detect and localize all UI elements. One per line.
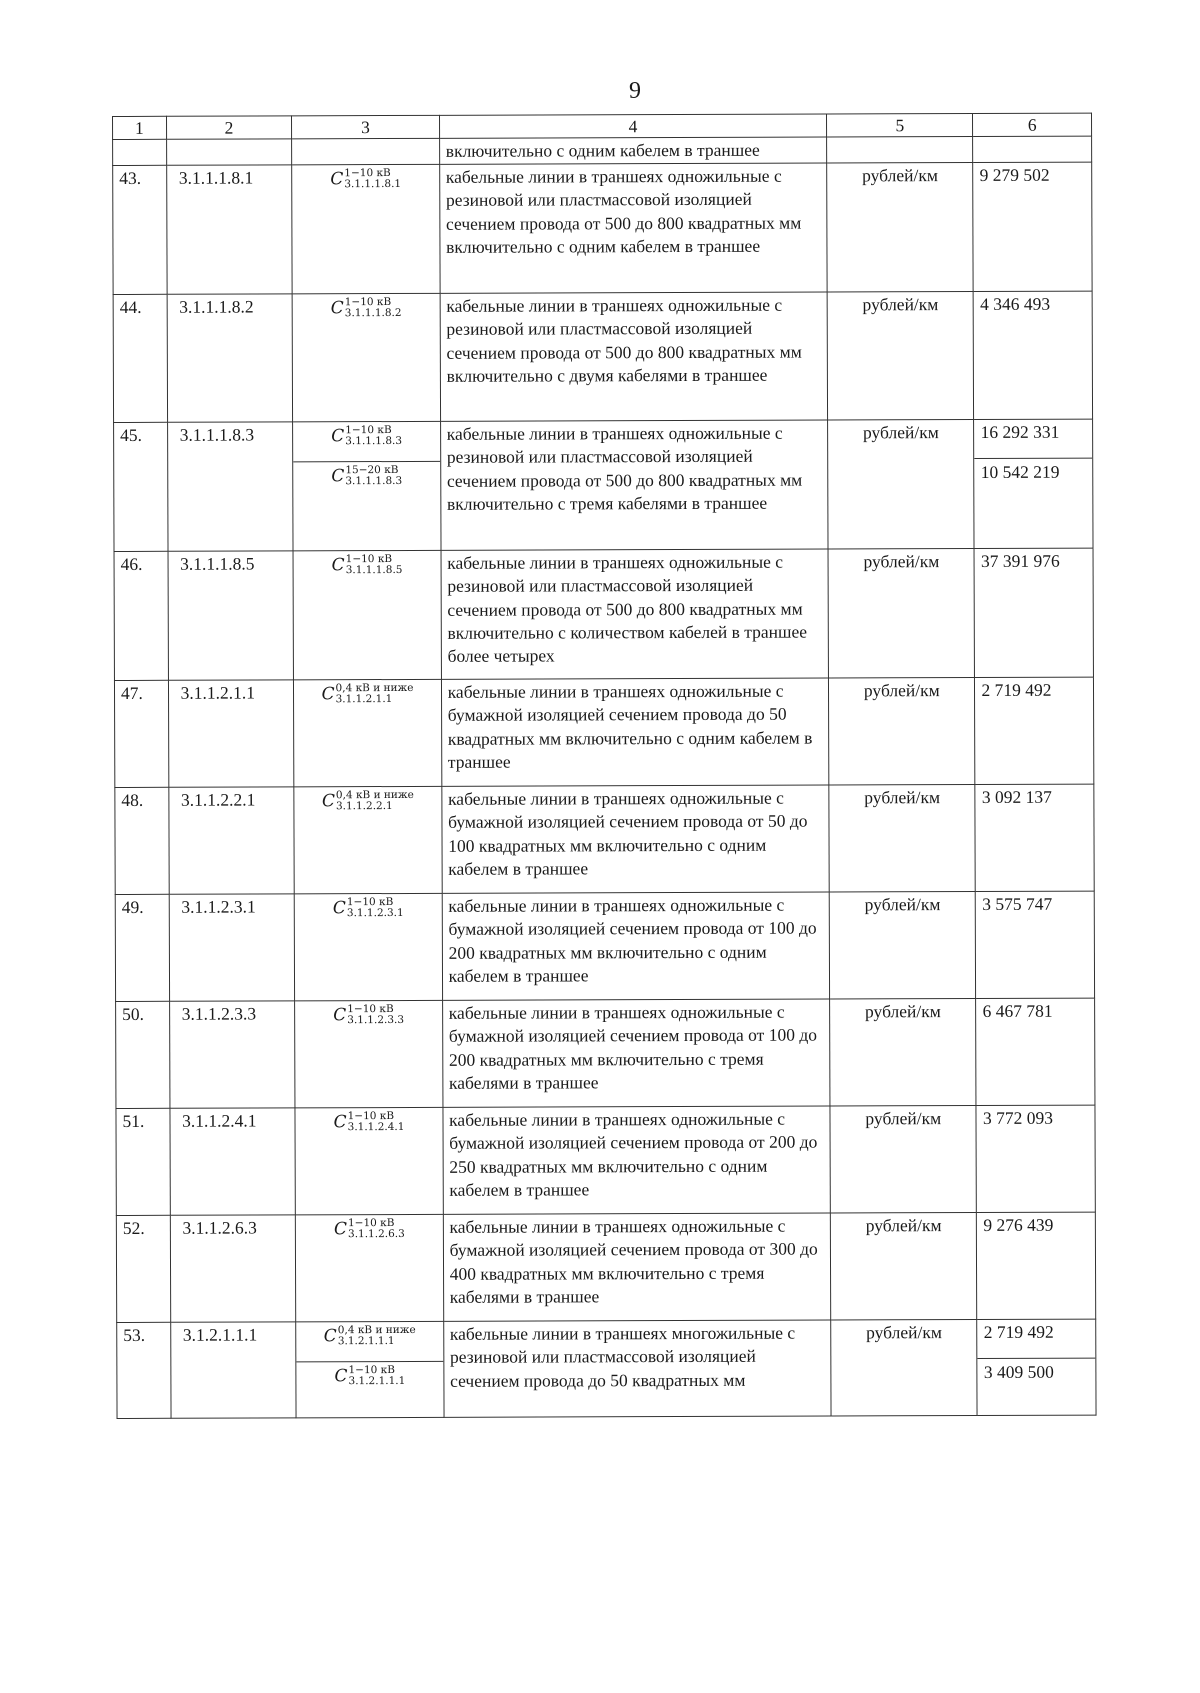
symbol-subscript: 3.1.1.1.8.2 bbox=[344, 306, 402, 319]
tariff-value: 6 467 781 bbox=[982, 1000, 1053, 1022]
value-cell bbox=[976, 891, 1095, 998]
value-cell bbox=[974, 548, 1093, 677]
value-cell bbox=[973, 162, 1092, 291]
column-header: 2 bbox=[166, 116, 292, 139]
symbol-subscript: 3.1.1.2.2.1 bbox=[335, 799, 393, 812]
symbol-subscript: 3.1.1.2.6.3 bbox=[347, 1227, 405, 1240]
tariff-symbol bbox=[295, 296, 437, 320]
page-number: 9 bbox=[629, 78, 641, 104]
tariff-symbol bbox=[297, 1361, 443, 1388]
unit-cell: рублей/км bbox=[828, 420, 975, 550]
value-cell bbox=[976, 1105, 1095, 1212]
tariff-table bbox=[112, 113, 1097, 1420]
description-cell: включительно с одним кабелем в траншее bbox=[439, 137, 827, 165]
column-header: 3 bbox=[292, 115, 439, 139]
tariff-value: 10 542 219 bbox=[975, 458, 1093, 485]
description-cell: кабельные линии в траншеях одножильные с бумажной изоляцией сечением провода от 300 до 400 квадратных мм включительно с тремя кабелями в траншее bbox=[443, 1213, 831, 1321]
tariff-value: 2 719 492 bbox=[983, 1321, 1054, 1343]
unit-cell: рублей/км bbox=[830, 1106, 977, 1214]
value-cell bbox=[975, 784, 1094, 891]
tariff-value: 3 092 137 bbox=[981, 786, 1052, 808]
description-cell: кабельные линии в траншеях одножильные с резиновой или пластмассовой изоляцией сечением провода от 500 до 800 квадратных мм включительно с одним кабелем в траншее bbox=[439, 163, 827, 293]
tariff-value: 4 346 493 bbox=[980, 293, 1051, 315]
symbol-subscript: 3.1.1.2.3.3 bbox=[347, 1013, 405, 1026]
symbol-superscript: 1−10 кВ bbox=[345, 424, 392, 437]
symbol-base: C bbox=[330, 169, 344, 190]
symbol-superscript: 1−10 кВ bbox=[346, 896, 394, 909]
symbol-base: C bbox=[331, 466, 345, 487]
symbol-base: C bbox=[331, 555, 345, 576]
row-number-cell: 50. bbox=[116, 1002, 170, 1109]
symbol-subscript: 3.1.2.1.1.1 bbox=[348, 1374, 406, 1388]
symbol-superscript: 1−10 кВ bbox=[344, 296, 392, 309]
description-cell: кабельные линии в траншеях многожильные с резиновой или пластмассовой изоляцией сечением провода до 50 квадратных мм bbox=[443, 1320, 831, 1417]
symbol-superscript: 1−10 кВ bbox=[347, 1217, 395, 1230]
symbol-subscript: 3.1.1.1.8.3 bbox=[345, 474, 403, 488]
value-cell bbox=[973, 136, 1092, 163]
table-row bbox=[113, 162, 1092, 294]
description-cell: кабельные линии в траншеях одножильные с резиновой или пластмассовой изоляцией сечением провода от 500 до 800 квадратных мм включительно с количеством кабелей в траншее более четырех bbox=[441, 549, 829, 679]
table-row bbox=[113, 291, 1092, 422]
symbol-base: C bbox=[333, 1112, 347, 1133]
table-row bbox=[114, 677, 1093, 787]
symbol-base: C bbox=[332, 898, 346, 919]
tariff-symbol bbox=[298, 1110, 440, 1134]
symbol-superscript: 1−10 кВ bbox=[347, 1110, 395, 1123]
value-cell bbox=[975, 677, 1094, 784]
code-cell: 3.1.1.1.8.3 bbox=[167, 422, 293, 551]
symbol-base: C bbox=[330, 298, 344, 319]
unit-cell: рублей/км bbox=[831, 1320, 978, 1417]
description-cell: кабельные линии в траншеях одножильные с резиновой или пластмассовой изоляцией сечением провода от 500 до 800 квадратных мм включительно с тремя кабелями в траншее bbox=[440, 420, 828, 550]
symbol-base: C bbox=[321, 791, 335, 812]
symbol-subscript: 3.1.1.1.8.5 bbox=[345, 563, 403, 576]
description-cell: кабельные линии в траншеях одножильные с резиновой или пластмассовой изоляцией сечением провода от 500 до 800 квадратных мм включительно с двумя кабелями в траншее bbox=[440, 292, 828, 421]
tariff-value: 37 391 976 bbox=[980, 550, 1060, 572]
unit-cell: рублей/км bbox=[830, 1213, 977, 1321]
symbol-cell bbox=[296, 1215, 444, 1323]
symbol-subscript: 3.1.1.2.3.1 bbox=[346, 906, 404, 919]
row-number-cell: 44. bbox=[113, 295, 167, 423]
unit-cell bbox=[827, 136, 973, 163]
code-cell: 3.1.1.2.3.1 bbox=[169, 894, 295, 1001]
tariff-symbol bbox=[298, 1217, 440, 1241]
code-cell: 3.1.1.2.4.1 bbox=[170, 1108, 296, 1215]
row-number-cell: 43. bbox=[113, 166, 167, 295]
description-cell: кабельные линии в траншеях одножильные с бумажной изоляцией сечением провода от 100 до 200 квадратных мм включительно с одним кабелем в траншее bbox=[442, 892, 830, 1000]
row-number-cell: 47. bbox=[114, 681, 168, 788]
symbol-subscript: 3.1.1.2.4.1 bbox=[347, 1120, 405, 1133]
code-cell bbox=[166, 139, 292, 166]
symbol-cell bbox=[293, 422, 441, 552]
tariff-value: 3 409 500 bbox=[978, 1358, 1096, 1385]
table-row bbox=[116, 1212, 1095, 1322]
symbol-cell bbox=[293, 551, 441, 681]
unit-cell: рублей/км bbox=[829, 892, 976, 1000]
unit-cell: рублей/км bbox=[828, 549, 975, 679]
tariff-symbol bbox=[297, 789, 439, 813]
tariff-symbol bbox=[295, 424, 437, 448]
row-number-cell bbox=[113, 139, 167, 165]
symbol-superscript: 1−10 кВ bbox=[348, 1364, 395, 1377]
description-cell: кабельные линии в траншеях одножильные с бумажной изоляцией сечением провода до 50 квадратных мм включительно с одним кабелем в траншее bbox=[441, 678, 829, 786]
tariff-symbol bbox=[296, 682, 438, 706]
row-number-cell: 53. bbox=[117, 1323, 171, 1419]
row-number-cell: 48. bbox=[115, 788, 169, 895]
tariff-symbol bbox=[297, 896, 439, 920]
tariff-value: 9 279 502 bbox=[979, 164, 1050, 186]
row-number-cell: 46. bbox=[114, 552, 168, 681]
tariff-value: 16 292 331 bbox=[980, 421, 1060, 443]
code-cell: 3.1.1.2.1.1 bbox=[168, 680, 294, 787]
tariff-symbol bbox=[296, 553, 438, 577]
tariff-symbol bbox=[294, 461, 440, 488]
code-cell: 3.1.2.1.1.1 bbox=[170, 1322, 296, 1418]
symbol-subscript: 3.1.1.1.8.1 bbox=[344, 177, 402, 190]
symbol-cell bbox=[292, 165, 440, 295]
symbol-superscript: 15−20 кВ bbox=[345, 464, 399, 477]
unit-cell: рублей/км bbox=[829, 678, 976, 786]
value-cell bbox=[977, 1319, 1096, 1415]
symbol-subscript: 3.1.1.2.1.1 bbox=[335, 692, 393, 705]
symbol-subscript: 3.1.1.1.8.3 bbox=[345, 434, 403, 447]
symbol-cell bbox=[292, 294, 440, 423]
unit-cell: рублей/км bbox=[827, 292, 974, 421]
continuation-row bbox=[113, 136, 1092, 166]
tariff-value: 9 276 439 bbox=[983, 1214, 1054, 1236]
symbol-base: C bbox=[333, 1005, 347, 1026]
table-row bbox=[115, 784, 1094, 894]
symbol-base: C bbox=[333, 1219, 348, 1240]
row-number-cell: 52. bbox=[116, 1216, 170, 1323]
symbol-cell bbox=[294, 787, 442, 895]
unit-cell: рублей/км bbox=[830, 999, 977, 1107]
row-number-cell: 51. bbox=[116, 1109, 170, 1216]
unit-cell: рублей/км bbox=[829, 785, 976, 893]
column-header: 1 bbox=[113, 116, 167, 139]
symbol-superscript: 0,4 кВ и ниже bbox=[335, 789, 414, 802]
code-cell: 3.1.1.2.3.3 bbox=[169, 1001, 295, 1108]
value-cell bbox=[977, 1212, 1096, 1319]
code-cell: 3.1.1.1.8.2 bbox=[167, 294, 293, 422]
code-cell: 3.1.1.1.8.5 bbox=[168, 551, 294, 680]
table-row bbox=[114, 548, 1093, 680]
code-cell: 3.1.1.2.2.1 bbox=[168, 787, 294, 894]
tariff-symbol bbox=[297, 1003, 439, 1027]
symbol-base: C bbox=[334, 1366, 348, 1387]
code-cell: 3.1.1.2.6.3 bbox=[170, 1215, 296, 1322]
unit-cell: рублей/км bbox=[827, 163, 974, 293]
symbol-cell bbox=[295, 1001, 443, 1109]
table-row bbox=[116, 998, 1095, 1108]
description-cell: кабельные линии в траншеях одножильные с бумажной изоляцией сечением провода от 200 до 250 квадратных мм включительно с одним кабелем в траншее bbox=[443, 1106, 831, 1214]
code-cell: 3.1.1.1.8.1 bbox=[166, 165, 292, 294]
description-cell: кабельные линии в траншеях одножильные с бумажной изоляцией сечением провода от 50 до 100 квадратных мм включительно с одним кабелем в траншее bbox=[441, 785, 829, 893]
row-number-cell: 49. bbox=[115, 895, 169, 1002]
symbol-base: C bbox=[323, 1326, 337, 1347]
table-header-row bbox=[113, 113, 1092, 139]
symbol-superscript: 1−10 кВ bbox=[344, 167, 391, 180]
symbol-cell bbox=[294, 680, 442, 788]
symbol-superscript: 1−10 кВ bbox=[345, 553, 393, 566]
symbol-superscript: 0,4 кВ и ниже bbox=[337, 1324, 416, 1337]
symbol-subscript: 3.1.2.1.1.1 bbox=[337, 1334, 395, 1347]
symbol-cell bbox=[295, 1108, 443, 1216]
value-cell bbox=[976, 998, 1095, 1105]
table-row bbox=[116, 1105, 1095, 1215]
symbol-cell bbox=[295, 894, 443, 1002]
tariff-value: 3 772 093 bbox=[982, 1107, 1053, 1129]
tariff-value: 3 575 747 bbox=[982, 893, 1053, 915]
value-cell bbox=[974, 419, 1093, 548]
tariff-value: 2 719 492 bbox=[981, 679, 1052, 701]
symbol-cell bbox=[296, 1322, 444, 1419]
column-header: 5 bbox=[827, 113, 973, 137]
table-row bbox=[115, 891, 1094, 1001]
table-row bbox=[114, 419, 1093, 551]
description-cell: кабельные линии в траншеях одножильные с бумажной изоляцией сечением провода от 100 до 200 квадратных мм включительно с тремя кабелями в траншее bbox=[442, 999, 830, 1107]
tariff-symbol bbox=[299, 1324, 441, 1348]
table-row bbox=[117, 1319, 1096, 1418]
value-cell bbox=[974, 291, 1093, 419]
symbol-superscript: 0,4 кВ и ниже bbox=[335, 682, 414, 695]
symbol-cell bbox=[292, 138, 439, 165]
column-header: 6 bbox=[973, 113, 1092, 136]
column-header: 4 bbox=[439, 114, 827, 138]
symbol-base: C bbox=[321, 684, 335, 705]
tariff-symbol bbox=[294, 167, 436, 191]
symbol-superscript: 1−10 кВ bbox=[347, 1003, 394, 1016]
row-number-cell: 45. bbox=[114, 423, 168, 552]
symbol-base: C bbox=[331, 426, 345, 447]
